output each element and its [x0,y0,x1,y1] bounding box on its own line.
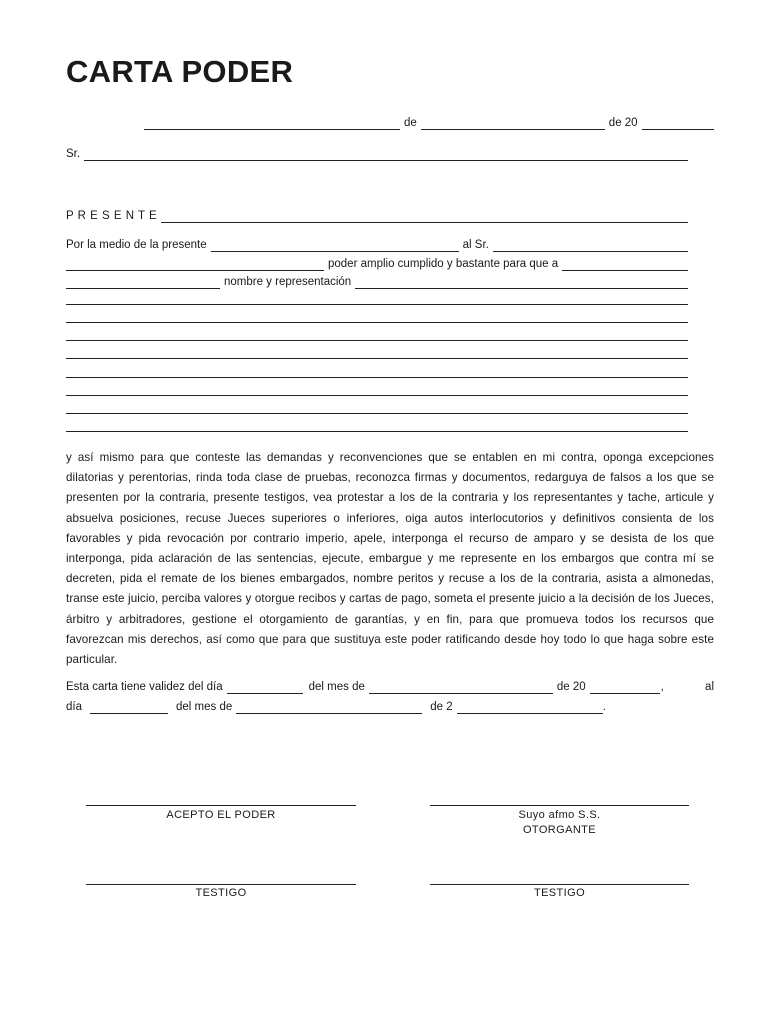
validity-mes2-label: del mes de [176,701,233,713]
nombre-pre-blank[interactable] [66,276,220,289]
testigo-right-label: TESTIGO [533,887,586,899]
fill-line-6[interactable] [66,395,688,396]
nombre-line [66,271,688,289]
presente-label: P R E S E N T E [66,210,158,222]
de20-label: de 20 [608,117,638,129]
testigo-left-signature-line[interactable] [86,884,356,885]
validity-comma: , [660,681,664,693]
al-sr-label: al Sr. [462,239,489,251]
validity-month-from-blank[interactable] [369,681,553,694]
validity-line-2 [66,696,606,714]
poder-amplio-label: poder amplio cumplido y bastante para que a [328,258,559,270]
validity-year-to-blank[interactable] [457,701,603,714]
fill-line-4[interactable] [66,358,688,359]
fill-line-5[interactable] [66,377,688,378]
por-medio-line [66,234,688,252]
grantee-cont-blank[interactable] [66,258,324,271]
validity-de20-label: de 20 [556,681,586,693]
nombre-blank[interactable] [355,276,688,289]
poder-amplio-line [66,253,688,271]
fill-line-7[interactable] [66,413,688,414]
otorgante-label: OTORGANTE [522,824,597,836]
de-label: de [404,117,417,129]
validity-day-from-blank[interactable] [227,681,303,694]
body-paragraph: y así mismo para que conteste las demandas y reconvenciones que se entablen en mi contra, oponga excepciones dilatorias y perentorias, rinda toda clase de pruebas, reconozca firmas y documentos, redarguya de falsos a los que se presenten por la contraria, presente testigos, vea protestar a los de la contraria y los representantes y tache, articule y absuelva posiciones, recuse Jueces superiores o inferiores, oiga autos interlocutorios y definitivos consienta de los favorables y pida revocación por contrario imperio, apele, interponga el recurso de amparo y se desista de los que interponga, pida aclaración de las sentencias, ejecute, embargue y me represente en los embargos que contra mí se decreten, pida el remate de los bienes embargados, nombre peritos y recuse a los de la contraria, asista a almonedas, transe este juicio, perciba valores y otorgue recibos y cartas de pago, someta el presente juicio a la decisión de los Jueces, árbitro y arbitradores, gestione el otorgamiento de garantías, y en fin, para que promueva todos los recursos que favorezcan mis derechos, así como que para que sustituya este poder ratificando desde hoy todo lo que haga sobre este particular. [66,451,714,667]
fill-line-2[interactable] [66,322,688,323]
fill-line-3[interactable] [66,340,688,341]
validity-de2-label: de 2 [430,701,453,713]
presente-line [66,205,688,223]
otorgante-signature-line[interactable] [430,805,689,806]
testigo-left-label: TESTIGO [195,887,247,899]
validity-start-label: Esta carta tiene validez del día [66,681,223,693]
testigo-right-signature-line[interactable] [430,884,689,885]
validity-month-to-blank[interactable] [236,701,422,714]
day-month-blank[interactable] [421,117,605,130]
presente-blank[interactable] [161,210,688,223]
por-medio-label: Por la medio de la presente [66,239,207,251]
acepto-signature-line[interactable] [86,805,356,806]
validity-mes-label: del mes de [308,681,365,693]
grantee-blank[interactable] [493,239,688,252]
sr-label: Sr. [66,148,81,160]
validity-line-1 [66,676,714,694]
place-blank[interactable] [144,117,400,130]
suyo-label: Suyo afmo S.S. [518,809,601,821]
validity-dia-label: día [66,701,82,713]
sr-blank[interactable] [84,148,688,161]
validity-day-to-blank[interactable] [90,701,168,714]
sr-line [66,143,688,161]
acepto-label: ACEPTO EL PODER [166,809,276,821]
fill-line-8[interactable] [66,431,688,432]
nombre-label: nombre y representación [224,276,352,288]
validity-al-label: al [705,681,714,693]
grantor-blank[interactable] [211,239,459,252]
document-title: CARTA PODER [66,54,294,89]
validity-period: . [602,701,606,713]
fill-line-1[interactable] [66,304,688,305]
validity-year-from-blank[interactable] [590,681,660,694]
header-date-line [66,112,714,130]
year-blank[interactable] [642,117,714,130]
represent-blank[interactable] [562,258,688,271]
